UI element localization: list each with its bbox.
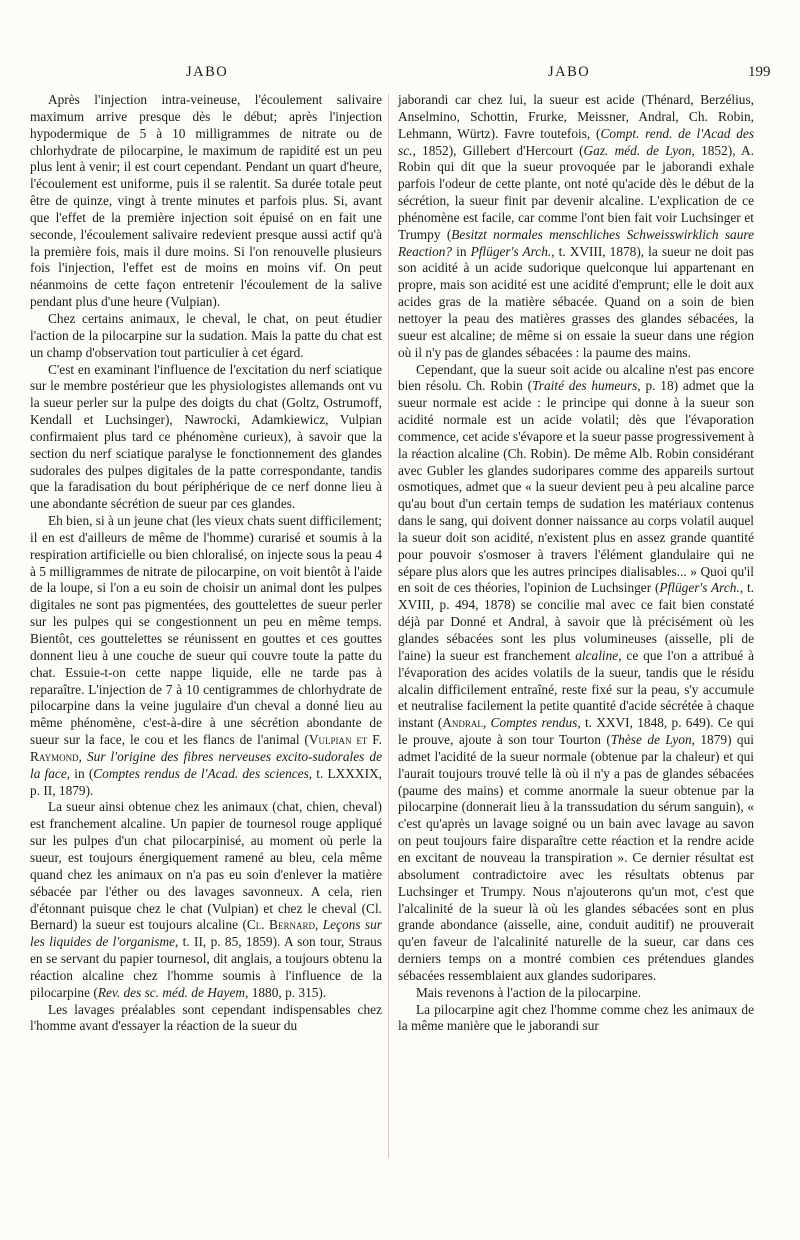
cited-title: Thèse de Lyon xyxy=(610,732,692,748)
paragraph: Les lavages préalables sont cependant indispensables chez l'homme avant d'essayer la réaction de la sueur du xyxy=(30,1001,382,1034)
cited-title: Sur l'origine des fibres nerveuses excito-sudorales de la face xyxy=(30,748,383,781)
author-citation: Cl. Bernard xyxy=(246,917,315,933)
cited-journal: Gaz. méd. de Lyon xyxy=(583,142,692,158)
author-citation: Andral xyxy=(442,715,483,731)
cited-journal: Pflüger's Arch. xyxy=(659,580,740,596)
paragraph: jaborandi car chez lui, la sueur est acide (Thénard, Berzélius, Anselmino, Schottin, Frurke, Meissner, Andral, Ch. Robin, Lehmann, Würtz). Favre toutefois, (Compt. rend. de l'Acad des sc., 1852), Gillebert d'Hercourt (Gaz. méd. de Lyon, 1852), A. Robin qui dit que la sueur provoquée par le jaborandi exhale parfois l'odeur de cette plante, ont noté qu'acide dès le début de la sécrétion, la sueur finit par devenir alcaline. L'explication de ce phénomène est facile, car comme l'ont bien fait voir Luchsinger et Trumpy (Besitzt normales menschliches Schweisswirklich saure Reaction? in Pflüger's Arch., t. XVIII, 1878), la sueur ne doit pas son acidité à un acide sudorique quelconque lui appartenant en propre, mais son acidité est une acidité d'emprunt; elle le doit aux acides gras de la matière sébacée. Quand on a soin de bien nettoyer la peau des matières grasses des glandes sébacées, la sueur est alcaline; de même si on essaie la sueur dans une région où il n'y pas de glandes sébacées : la paume des mains. xyxy=(398,92,754,360)
running-head-left: JABO xyxy=(186,64,229,80)
cited-journal: Compt. rend. de l'Acad des sc. xyxy=(398,125,754,158)
cited-title: Besitzt normales menschliches Schweisswirklich saure Reaction? xyxy=(398,226,754,259)
right-column xyxy=(398,92,754,1035)
page-number: 199 xyxy=(748,64,771,80)
cited-journal: Rev. des sc. méd. de Hayem xyxy=(97,984,246,1000)
paragraph: Cependant, que la sueur soit acide ou alcaline n'est pas encore bien résolu. Ch. Robin (Traité des humeurs, p. 18) admet que la sueur normale est acide : le principe qui donne à la sueur son acidité normale est un acide volatil; dès que l'évaporation commence, cet acide s'évapore et la sueur passe progressivement à la réaction alcaline (Ch. Robin). De même Alb. Robin considérant avec Gubler les glandes sudoripares comme des appareils surtout osmotiques, admet que « la sueur devient peu à peu alcaline parce qu'au bout d'un certain temps de sudation les matériaux contenus dans le sang, qui doivent donner naissance au corps volatil auquel la sueur doit son acidité, n'existent plus en assez grande quantité pour pouvoir s'osmoser à travers l'élément glandulaire qui ne sépare plus alors que les autres principes dialisables... » Quoi qu'il en soit de ces théories, l'opinion de Luchsinger (Pflüger's Arch., t. XVIII, p. 494, 1878) se concilie mal avec ce fait bien constaté déjà par Donné et Andral, à savoir que là précisément où les glandes sébacées sont les plus volumineuses (aisselle, pli de l'aine) la sueur est franchement alcaline, ce que l'on a attribué à l'évaporation des acides volatils de la sueur, tandis que le résidu alcalin difficilement entraîné, reste fixé sur la peau, s'y accumule et neutralise facilement la petite quantité d'acide sécrétée à chaque instant (Andral, Comptes rendus, t. XXVI, 1848, p. 649). Ce qui le prouve, ajoute à son tour Tourton (Thèse de Lyon, 1879) qui admet l'acidité de la sueur normale (obtenue par la chaleur) et qui l'aurait toujours trouvé telle là où il n'y a pas de glandes sébacées (paume des mains) et comme anormale la sueur obtenue par la pilocarpine (donnerait lieu à la transsudation du sérum sanguin), « c'est qu'après un lavage soigné ou un bain avec lavage au savon on peut toujours faire disparaître cette réaction et la rendre acide en excitant de nouveau la transpiration ». Ce dernier résultat est absolument contradictoire avec les résultats obtenus par Luchsinger et Trumpy. Nous n'ajouterons qu'un mot, c'est que l'alcalinité de la sueur là où les glandes sébacées sont en plus grande abondance (aisselle, aine, conduit auditif) ne prouverait qu'en faveur de l'alcalinité naturelle de la sueur, car dans ces derniers temps on a montré combien ces prétendues glandes sébacées ressemblaient aux glandes sudoripares. xyxy=(398,361,754,983)
cited-title: Leçons sur les liquides de l'organisme xyxy=(30,917,382,950)
running-head-right: JABO xyxy=(548,64,591,80)
cited-journal: Comptes rendus xyxy=(490,715,578,731)
paragraph: Mais revenons à l'action de la pilocarpine. xyxy=(416,984,642,1000)
paragraph: C'est en examinant l'influence de l'excitation du nerf sciatique sur le membre postérieur que les physiologistes allemands ont vu la sueur perler sur la pulpe des doigts du chat (Goltz, Ostrumoff, Kendall et Luchsinger), Nawrocki, Adamkiewicz, Vulpian confirmaient plus tard ce phénomène curieux), à savoir que la section du nerf sciatique paralyse le fonctionnement des glandes sudorales des pulpes digitales de la patte correspondante, tandis que la faradisation du bout périphérique de ce nerf donne lieu à une abondante sécrétion de sueur par ces glandes. xyxy=(30,361,382,512)
column-divider xyxy=(388,94,389,1158)
emphasis: alcaline xyxy=(575,647,619,663)
paragraph: La pilocarpine agit chez l'homme comme chez les animaux de la même manière que le jaborandi sur xyxy=(398,1001,754,1034)
cited-title: Traité des humeurs xyxy=(532,378,638,394)
author-citation: Vulpian et F. Raymond xyxy=(30,732,382,764)
cited-journal: Comptes rendus de l'Acad. des sciences xyxy=(93,765,309,781)
cited-journal: Pflüger's Arch. xyxy=(470,243,552,259)
paragraph: Chez certains animaux, le cheval, le chat, on peut étudier l'action de la pilocarpine sur la sudation. Mais la patte du chat est un champ d'observation tout particulier à cet égard. xyxy=(30,310,382,360)
paragraph: La sueur ainsi obtenue chez les animaux (chat, chien, cheval) est franchement alcaline. Un papier de tournesol rouge appliqué sur les pulpes d'un chat pilocarpinisé, au moment où perle la sueur, est toujours énergiquement ramené au bleu, cela même quand chez les animaux on n'a pas eu soin d'enlever la matière sébacée par l'éther ou des lavages savonneux. A cela, rien d'étonnant puisque chez le chat (Vulpian) et chez le cheval (Cl. Bernard) la sueur est toujours alcaline (Cl. Bernard, Leçons sur les liquides de l'organisme, t. II, p. 85, 1859). A son tour, Straus en se servant du papier tournesol, dit anglais, a toujours obtenu la réaction alcaline chez l'homme soumis à l'influence de la pilocarpine (Rev. des sc. méd. de Hayem, 1880, p. 315). xyxy=(30,799,382,1000)
left-column xyxy=(30,92,382,1035)
paragraph: Après l'injection intra-veineuse, l'écoulement salivaire maximum arrive presque dès le début; après l'injection hypodermique de 5 à 10 milligrammes de nitrate ou de chlorhydrate de pilocarpine, le maximum de rapidité est un peu plus lent à venir; il est court cependant. Pendant un quart d'heure, l'écoulement est uniforme, puis il se ralentit. Sa durée totale peut être de quinze, vingt à trente minutes et parfois plus. Si, avant que l'effet de la première injection soit épuisé on en fait une seconde, l'écoulement salivaire redevient presque aussi actif qu'à la première fois, mais il dure moins. Si l'on renouvelle plusieurs fois l'injection, l'effet est de moins en moins vif. On peut néanmoins de cette façon entretenir l'écoulement de la salive pendant plus d'une heure (Vulpian). xyxy=(30,92,382,310)
paragraph: Eh bien, si à un jeune chat (les vieux chats suent difficilement; il en est d'ailleurs de même de l'homme) curarisé et soumis à la respiration artificielle ou bien chloralisé, on injecte sous la peau 4 à 5 milligrammes de nitrate de pilocarpine, on voit bientôt à l'aide de la loupe, si l'on a eu soin de choisir un animal dont les pulpes digitales ne sont pas pigmentées, des gouttelettes de sueur perler sur les pulpes qui se congestionnent un peu en même temps. Bientôt, ces gouttelettes se réunissent en gouttes et ces gouttes donnent lieu à une couche de sueur qui couvre toute la patte du chat. Essuie-t-on cette nappe liquide, elle ne tarde pas à reparaître. L'injection de 7 à 10 centigrammes de chlorhydrate de pilocarpine dans la veine jugulaire d'un cheval a donné lieu au même phénomène, c'est-à-dire à une sécrétion abondante de sueur sur la face, le cou et les flancs de l'animal (Vulpian et F. Raymond, Sur l'origine des fibres nerveuses excito-sudorales de la face, in (Comptes rendus de l'Acad. des sciences, t. LXXXIX, p. II, 1879). xyxy=(30,513,383,798)
